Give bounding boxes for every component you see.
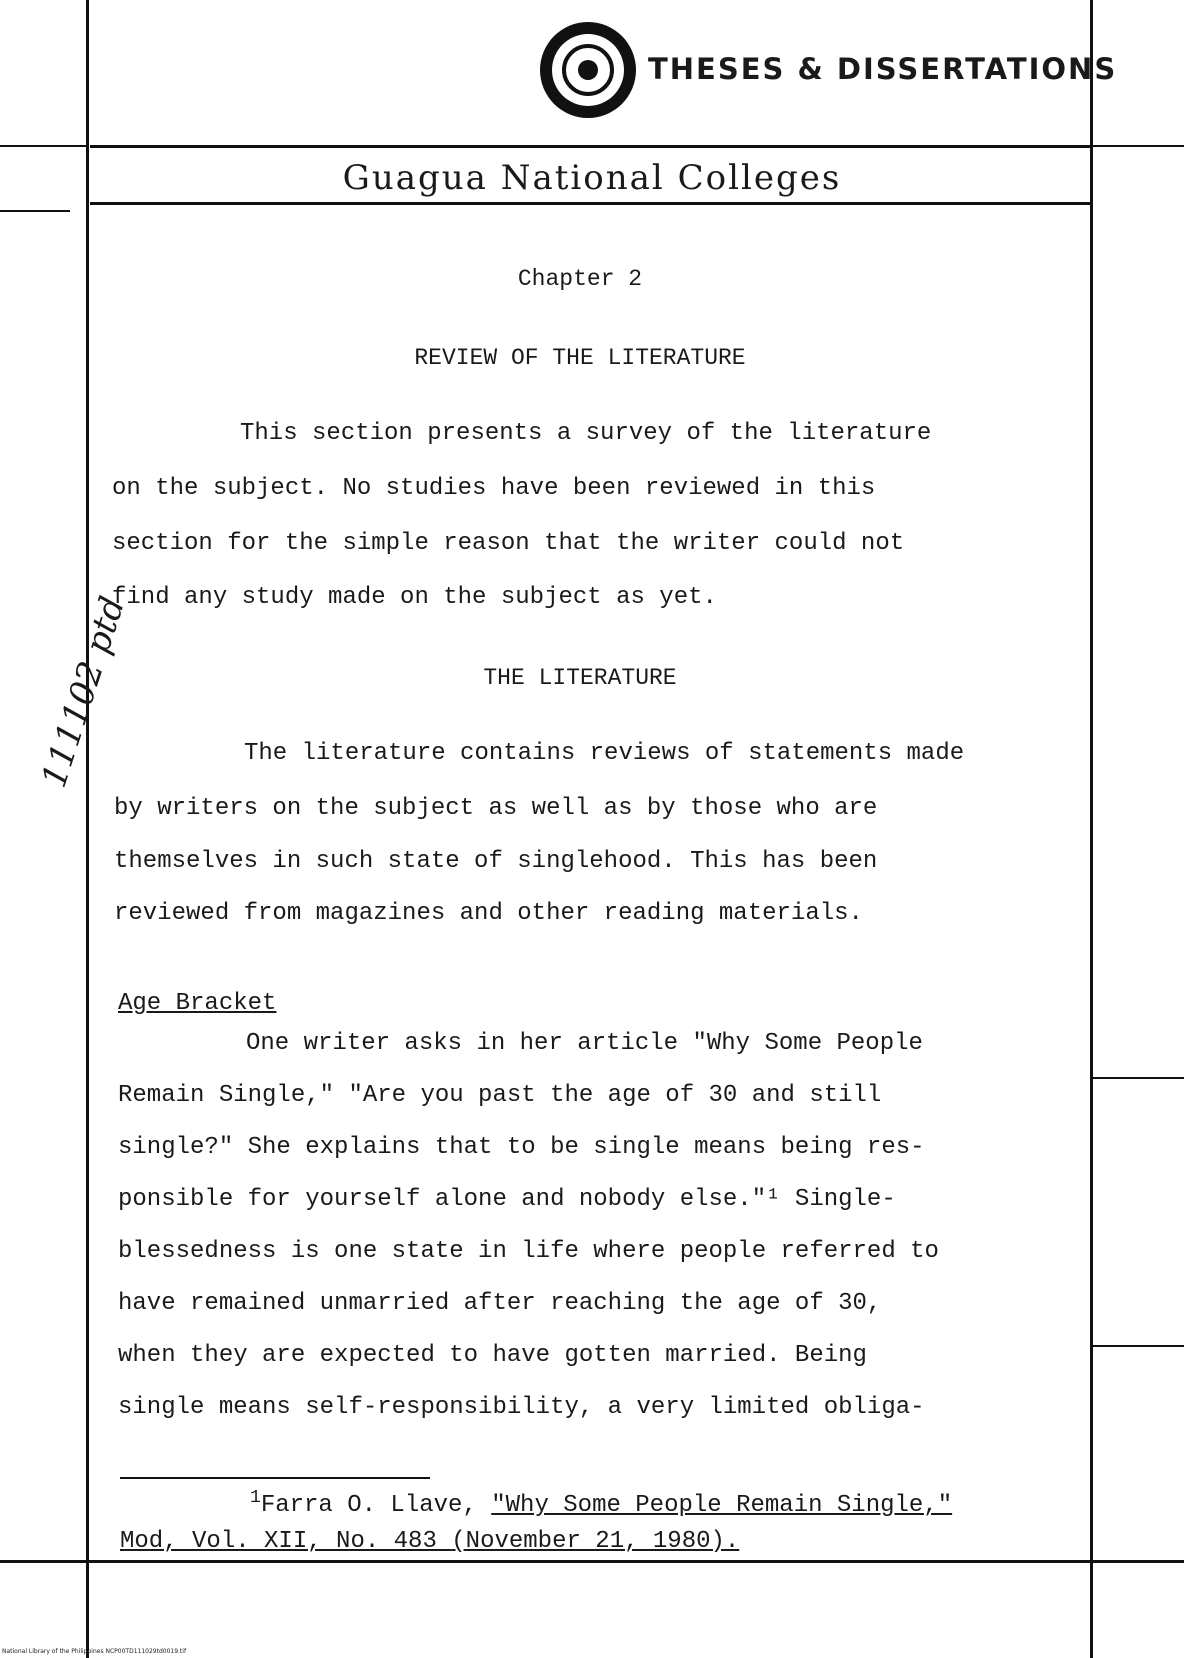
literature-line: by writers on the subject as well as by those who are — [114, 795, 878, 822]
right-margin-tick — [1093, 1077, 1184, 1079]
footnote-author: Farra O. Llave, — [260, 1492, 492, 1519]
footnote-date: (November 21, 1980). — [451, 1528, 740, 1555]
college-name: Guagua National Colleges — [342, 158, 842, 198]
age-bracket-line: Remain Single," "Are you past the age of 30 and still — [118, 1082, 882, 1109]
intro-line: on the subject. No studies have been reviewed in this — [112, 475, 876, 502]
right-margin-tick — [1093, 145, 1184, 147]
header-rule-bottom — [90, 202, 1090, 205]
literature-line: themselves in such state of singlehood. This has been — [114, 848, 878, 875]
footnote-separator — [120, 1477, 430, 1479]
literature-heading: THE LITERATURE — [483, 665, 677, 691]
intro-line: This section presents a survey of the literature — [240, 420, 932, 447]
right-margin-tick — [1093, 1345, 1184, 1347]
left-margin-tick — [0, 145, 86, 147]
literature-line: The literature contains reviews of statements made — [244, 740, 965, 767]
scanner-footer: National Library of the Philippines NCP00TD111029td0019.tif — [2, 1648, 187, 1655]
intro-line: section for the simple reason that the writer could not — [112, 530, 905, 557]
header-title: THESES & DISSERTATIONS — [648, 52, 1118, 86]
age-bracket-line: when they are expected to have gotten married. Being — [118, 1342, 867, 1369]
age-bracket-line: single means self-responsibility, a very limited obliga- — [118, 1394, 925, 1421]
left-margin-tick — [0, 210, 70, 212]
header-rule-top — [90, 145, 1090, 148]
age-bracket-line: blessedness is one state in life where people referred to — [118, 1238, 939, 1265]
bottom-rule — [0, 1560, 1184, 1563]
chapter-title: REVIEW OF THE LITERATURE — [414, 345, 746, 371]
chapter-label: Chapter 2 — [517, 266, 643, 292]
age-bracket-heading: Age Bracket — [118, 990, 277, 1017]
intro-line: find any study made on the subject as yet. — [112, 584, 717, 611]
age-bracket-line: single?" She explains that to be single means being res- — [118, 1134, 925, 1161]
age-bracket-line: ponsible for yourself alone and nobody else."¹ Single- — [118, 1186, 896, 1213]
footnote-title: "Why Some People Remain Single," — [491, 1492, 953, 1519]
age-bracket-line: One writer asks in her article "Why Some People — [246, 1030, 923, 1057]
college-seal-icon — [540, 22, 636, 118]
right-border-line — [1090, 0, 1093, 1658]
footnote-line-1 — [250, 1488, 952, 1519]
footnote-journal: Mod, Vol. XII, No. 483 — [120, 1528, 452, 1555]
footnote-marker: 1 — [250, 1488, 261, 1508]
literature-line: reviewed from magazines and other reading materials. — [114, 900, 863, 927]
handwritten-margin-note: 111102 ptd — [34, 591, 134, 793]
footnote-line-2 — [120, 1528, 739, 1555]
left-border-line — [86, 0, 89, 1658]
age-bracket-line: have remained unmarried after reaching the age of 30, — [118, 1290, 882, 1317]
